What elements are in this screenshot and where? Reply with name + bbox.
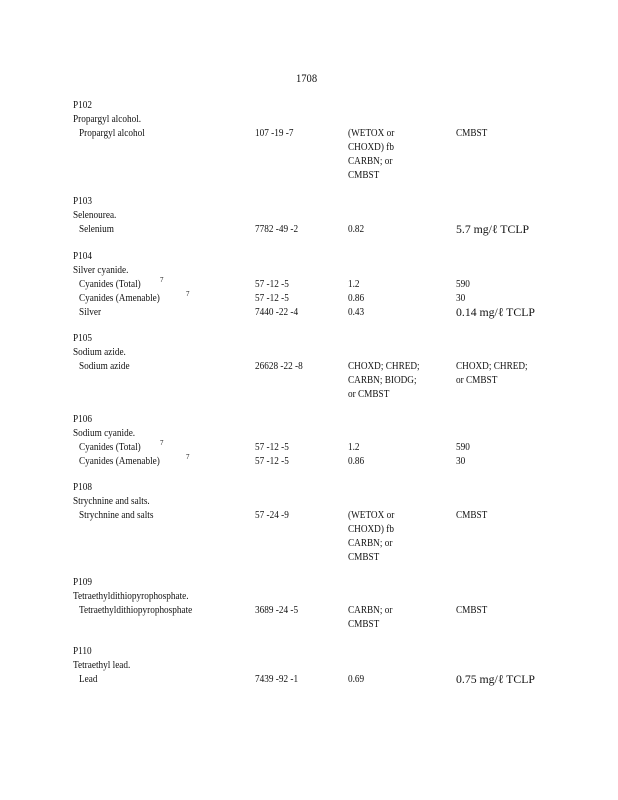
constituent-name: Propargyl alcohol — [79, 128, 145, 139]
cas-number: 57 -12 -5 — [255, 279, 289, 290]
waste-code: P106 — [73, 414, 93, 425]
constituent-name: Selenium — [79, 224, 114, 235]
constituent-name: Silver — [79, 307, 102, 318]
wastewater-standard: 0.69 — [348, 674, 365, 685]
page-number: 1708 — [296, 71, 318, 85]
nonwastewater-standard: CHOXD; CHRED; — [456, 361, 528, 372]
nonwastewater-standard: 30 — [456, 456, 466, 467]
waste-name: Propargyl alcohol. — [73, 114, 142, 125]
waste-code: P108 — [73, 482, 93, 493]
wastewater-standard: 1.2 — [348, 279, 360, 290]
wastewater-standard: CMBST — [348, 619, 380, 630]
wastewater-standard: 0.86 — [348, 456, 365, 467]
waste-name: Sodium cyanide. — [73, 428, 136, 439]
wastewater-standard: CHOXD; CHRED; — [348, 361, 420, 372]
cas-number: 107 -19 -7 — [255, 128, 294, 139]
waste-code: P105 — [73, 333, 93, 344]
wastewater-standard: CHOXD) fb — [348, 524, 394, 535]
footnote-marker: 7 — [186, 290, 190, 298]
wastewater-standard: 0.82 — [348, 224, 365, 235]
cas-number: 57 -12 -5 — [255, 293, 289, 304]
wastewater-standard: 0.86 — [348, 293, 365, 304]
nonwastewater-standard: 590 — [456, 442, 470, 453]
wastewater-standard: or CMBST — [348, 389, 390, 400]
wastewater-standard: (WETOX or — [348, 128, 395, 139]
cas-number: 7439 -92 -1 — [255, 674, 299, 685]
cas-number: 7440 -22 -4 — [255, 307, 299, 318]
nonwastewater-standard: 30 — [456, 293, 466, 304]
wastewater-standard: 0.43 — [348, 307, 365, 318]
wastewater-standard: CMBST — [348, 170, 380, 181]
constituent-name: Cyanides (Amenable) — [79, 293, 160, 304]
nonwastewater-standard: 0.14 mg/ℓ TCLP — [456, 305, 535, 319]
wastewater-standard: CHOXD) fb — [348, 142, 394, 153]
waste-name: Silver cyanide. — [73, 265, 129, 276]
waste-name: Tetraethyldithiopyrophosphate. — [73, 591, 189, 602]
waste-name: Selenourea. — [73, 210, 117, 221]
wastewater-standard: CMBST — [348, 552, 380, 563]
waste-code: P102 — [73, 100, 93, 111]
footnote-marker: 7 — [186, 453, 190, 461]
waste-name: Tetraethyl lead. — [73, 660, 131, 671]
nonwastewater-standard: 590 — [456, 279, 470, 290]
cas-number: 57 -12 -5 — [255, 456, 289, 467]
waste-code: P110 — [73, 646, 92, 657]
constituent-name: Cyanides (Total) — [79, 279, 141, 290]
waste-code: P109 — [73, 577, 93, 588]
nonwastewater-standard: or CMBST — [456, 375, 498, 386]
nonwastewater-standard: 0.75 mg/ℓ TCLP — [456, 672, 535, 686]
cas-number: 7782 -49 -2 — [255, 224, 299, 235]
constituent-name: Lead — [79, 674, 98, 685]
wastewater-standard: 1.2 — [348, 442, 360, 453]
waste-code: P104 — [73, 251, 93, 262]
wastewater-standard: CARBN; or — [348, 156, 393, 167]
cas-number: 3689 -24 -5 — [255, 605, 299, 616]
footnote-marker: 7 — [160, 439, 164, 447]
nonwastewater-standard: 5.7 mg/ℓ TCLP — [456, 222, 530, 236]
constituent-name: Strychnine and salts — [79, 510, 154, 521]
cas-number: 26628 -22 -8 — [255, 361, 303, 372]
cas-number: 57 -12 -5 — [255, 442, 289, 453]
nonwastewater-standard: CMBST — [456, 510, 488, 521]
waste-name: Sodium azide. — [73, 347, 126, 358]
waste-code: P103 — [73, 196, 93, 207]
nonwastewater-standard: CMBST — [456, 605, 488, 616]
wastewater-standard: (WETOX or — [348, 510, 395, 521]
wastewater-standard: CARBN; BIODG; — [348, 375, 417, 386]
wastewater-standard: CARBN; or — [348, 538, 393, 549]
constituent-name: Cyanides (Total) — [79, 442, 141, 453]
waste-name: Strychnine and salts. — [73, 496, 150, 507]
constituent-name: Sodium azide — [79, 361, 130, 372]
cas-number: 57 -24 -9 — [255, 510, 289, 521]
constituent-name: Tetraethyldithiopyrophosphate — [79, 605, 193, 616]
wastewater-standard: CARBN; or — [348, 605, 393, 616]
footnote-marker: 7 — [160, 276, 164, 284]
constituent-name: Cyanides (Amenable) — [79, 456, 160, 467]
nonwastewater-standard: CMBST — [456, 128, 488, 139]
